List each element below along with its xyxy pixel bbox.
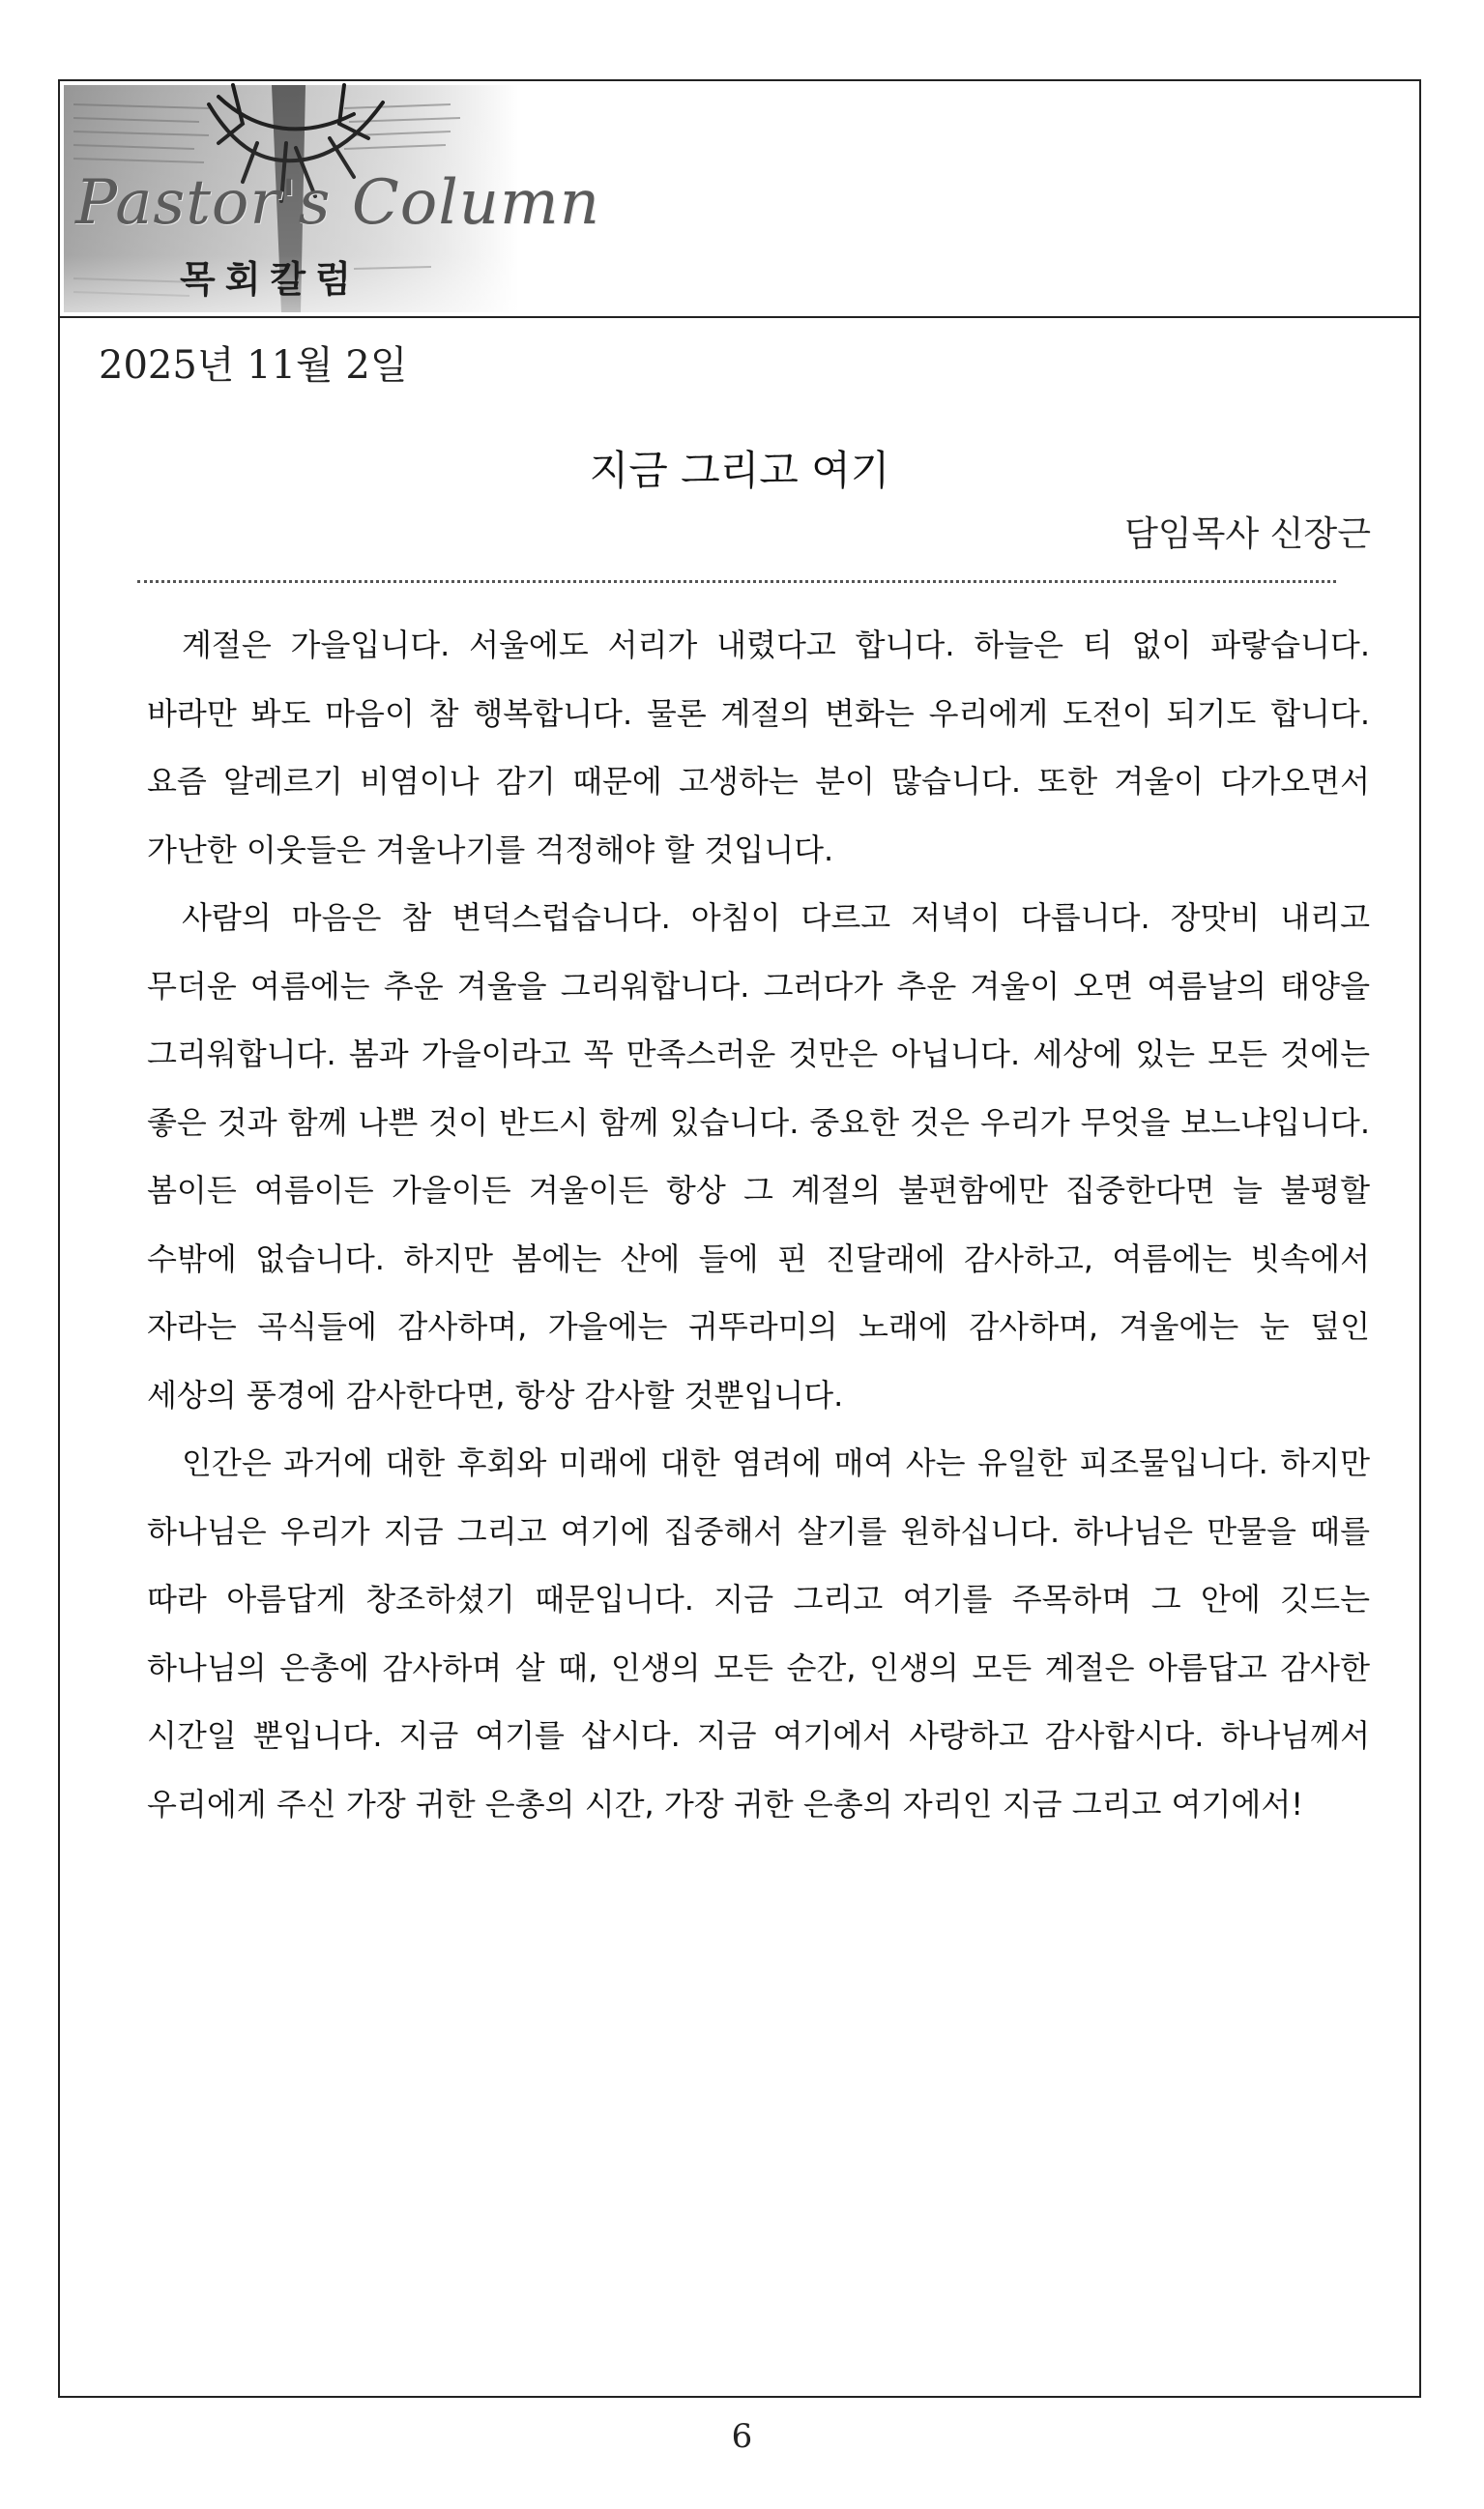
pastors-column-banner	[64, 85, 600, 312]
page-number: 6	[731, 2417, 753, 2456]
banner-title: Pastor's Column	[75, 167, 600, 239]
banner-subtitle: 목회칼럼	[180, 258, 361, 301]
dotted-divider	[137, 580, 1336, 583]
column-header	[60, 81, 1419, 318]
column-frame	[58, 79, 1421, 2398]
column-title: 지금 그리고 여기	[589, 447, 890, 494]
paragraph-3: 인간은 과거에 대한 후회와 미래에 대한 염려에 매여 사는 유일한 피조물입니다. 하지만 하나님은 우리가 지금 그리고 여기에 집중해서 살기를 원하십니다. 하나님은 만물을 때를 따라 아름답게 창조하셨기 때문입니다. 지금 그리고 여기를 주목하며 그 안에 깃드는 하나님의 은총에 감사하며 살 때, 인생의 모든 순간, 인생의 모든 계절은 아름답고 감사한 시간일 뿐입니다. 지금 여기를 삽시다. 지금 여기에서 사랑하고 감사합시다. 하나님께서 우리에게 주신 가장 귀한 은총의 시간, 가장 귀한 은총의 자리인 지금 그리고 여기에서!	[147, 1444, 1370, 1823]
column-date: 2025년 11월 2일	[99, 343, 408, 388]
column-author: 담임목사 신장근	[1124, 514, 1371, 554]
paragraph-2: 사람의 마음은 참 변덕스럽습니다. 아침이 다르고 저녁이 다릅니다. 장맛비 내리고 무더운 여름에는 추운 겨울을 그리워합니다. 그러다가 추운 겨울이 오면 여름날의 태양을 그리워합니다. 봄과 가을이라고 꼭 만족스러운 것만은 아닙니다. 세상에 있는 모든 것에는 좋은 것과 함께 나쁜 것이 반드시 함께 있습니다. 중요한 것은 우리가 무엇을 보느냐입니다. 봄이든 여름이든 가을이든 겨울이든 항상 그 계절의 불편함에만 집중한다면 늘 불평할 수밖에 없습니다. 하지만 봄에는 산에 들에 핀 진달래에 감사하고, 여름에는 빗속에서 자라는 곡식들에 감사하며, 가을에는 귀뚜라미의 노래에 감사하며, 겨울에는 눈 덮인 세상의 풍경에 감사한다면, 항상 감사할 것뿐입니다.	[147, 899, 1370, 1414]
paragraph-1: 계절은 가을입니다. 서울에도 서리가 내렸다고 합니다. 하늘은 티 없이 파랗습니다. 바라만 봐도 마음이 참 행복합니다. 물론 계절의 변화는 우리에게 도전이 되기도 합니다. 요즘 알레르기 비염이나 감기 때문에 고생하는 분이 많습니다. 또한 겨울이 다가오면서 가난한 이웃들은 겨울나기를 걱정해야 할 것입니다.	[147, 627, 1370, 868]
column-body	[147, 611, 1370, 1838]
